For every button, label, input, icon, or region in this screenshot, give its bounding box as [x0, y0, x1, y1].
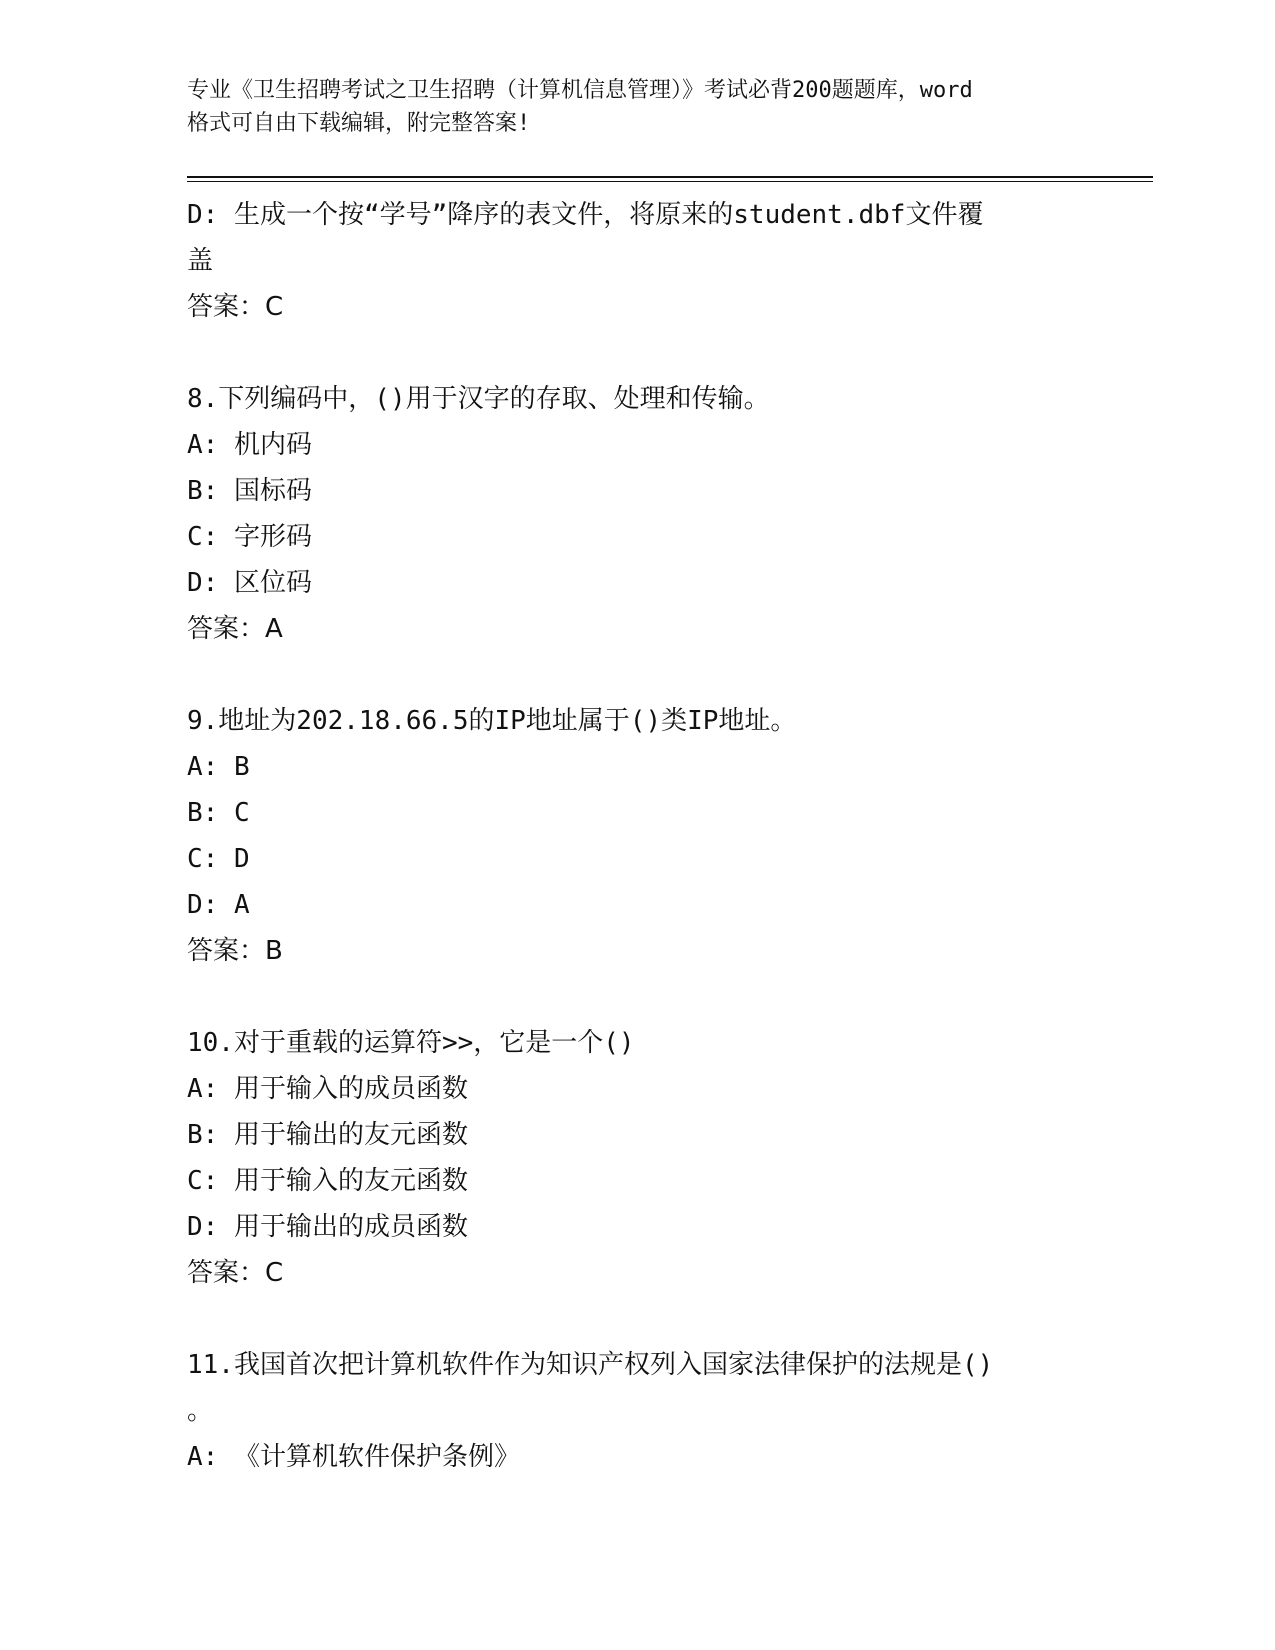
header-line-2: 格式可自由下载编辑，附完整答案! — [187, 111, 531, 136]
header-line-1: 专业《卫生招聘考试之卫生招聘（计算机信息管理）》考试必背200题题库，word — [187, 78, 973, 103]
option-b: B: 国标码 — [187, 476, 312, 506]
header-rule-thick — [187, 176, 1153, 178]
question-stem-continued: 。 — [187, 1396, 214, 1426]
question-9 — [187, 698, 1087, 974]
option-d-continued: 盖 — [187, 246, 214, 276]
spacer — [187, 330, 1087, 376]
answer: 答案：A — [187, 614, 283, 644]
spacer — [187, 974, 1087, 1020]
option-a: A: B — [187, 752, 250, 782]
question-body — [187, 192, 1087, 1480]
option-c: C: D — [187, 844, 250, 874]
option-d: D: 区位码 — [187, 568, 312, 598]
option-b: B: 用于输出的友元函数 — [187, 1120, 468, 1150]
question-10 — [187, 1020, 1087, 1296]
option-d: D: 生成一个按“学号”降序的表文件，将原来的student.dbf文件覆 — [187, 200, 984, 230]
question-8 — [187, 376, 1087, 652]
option-d: D: A — [187, 890, 250, 920]
option-a: A: 《计算机软件保护条例》 — [187, 1442, 520, 1472]
answer: 答案：B — [187, 936, 283, 966]
answer: 答案：C — [187, 1258, 284, 1288]
question-fragment — [187, 192, 1087, 330]
option-c: C: 用于输入的友元函数 — [187, 1166, 468, 1196]
option-b: B: C — [187, 798, 250, 828]
question-11 — [187, 1342, 1087, 1480]
option-a: A: 机内码 — [187, 430, 312, 460]
spacer — [187, 1296, 1087, 1342]
question-stem: 11.我国首次把计算机软件作为知识产权列入国家法律保护的法规是() — [187, 1350, 994, 1380]
answer: 答案：C — [187, 292, 284, 322]
question-stem: 10.对于重载的运算符>>，它是一个() — [187, 1028, 635, 1058]
option-c: C: 字形码 — [187, 522, 312, 552]
document-header — [187, 74, 1087, 140]
question-stem: 9.地址为202.18.66.5的IP地址属于()类IP地址。 — [187, 706, 797, 736]
question-stem: 8.下列编码中，()用于汉字的存取、处理和传输。 — [187, 384, 770, 414]
option-d: D: 用于输出的成员函数 — [187, 1212, 468, 1242]
spacer — [187, 652, 1087, 698]
header-rule-thin — [187, 181, 1153, 182]
option-a: A: 用于输入的成员函数 — [187, 1074, 468, 1104]
